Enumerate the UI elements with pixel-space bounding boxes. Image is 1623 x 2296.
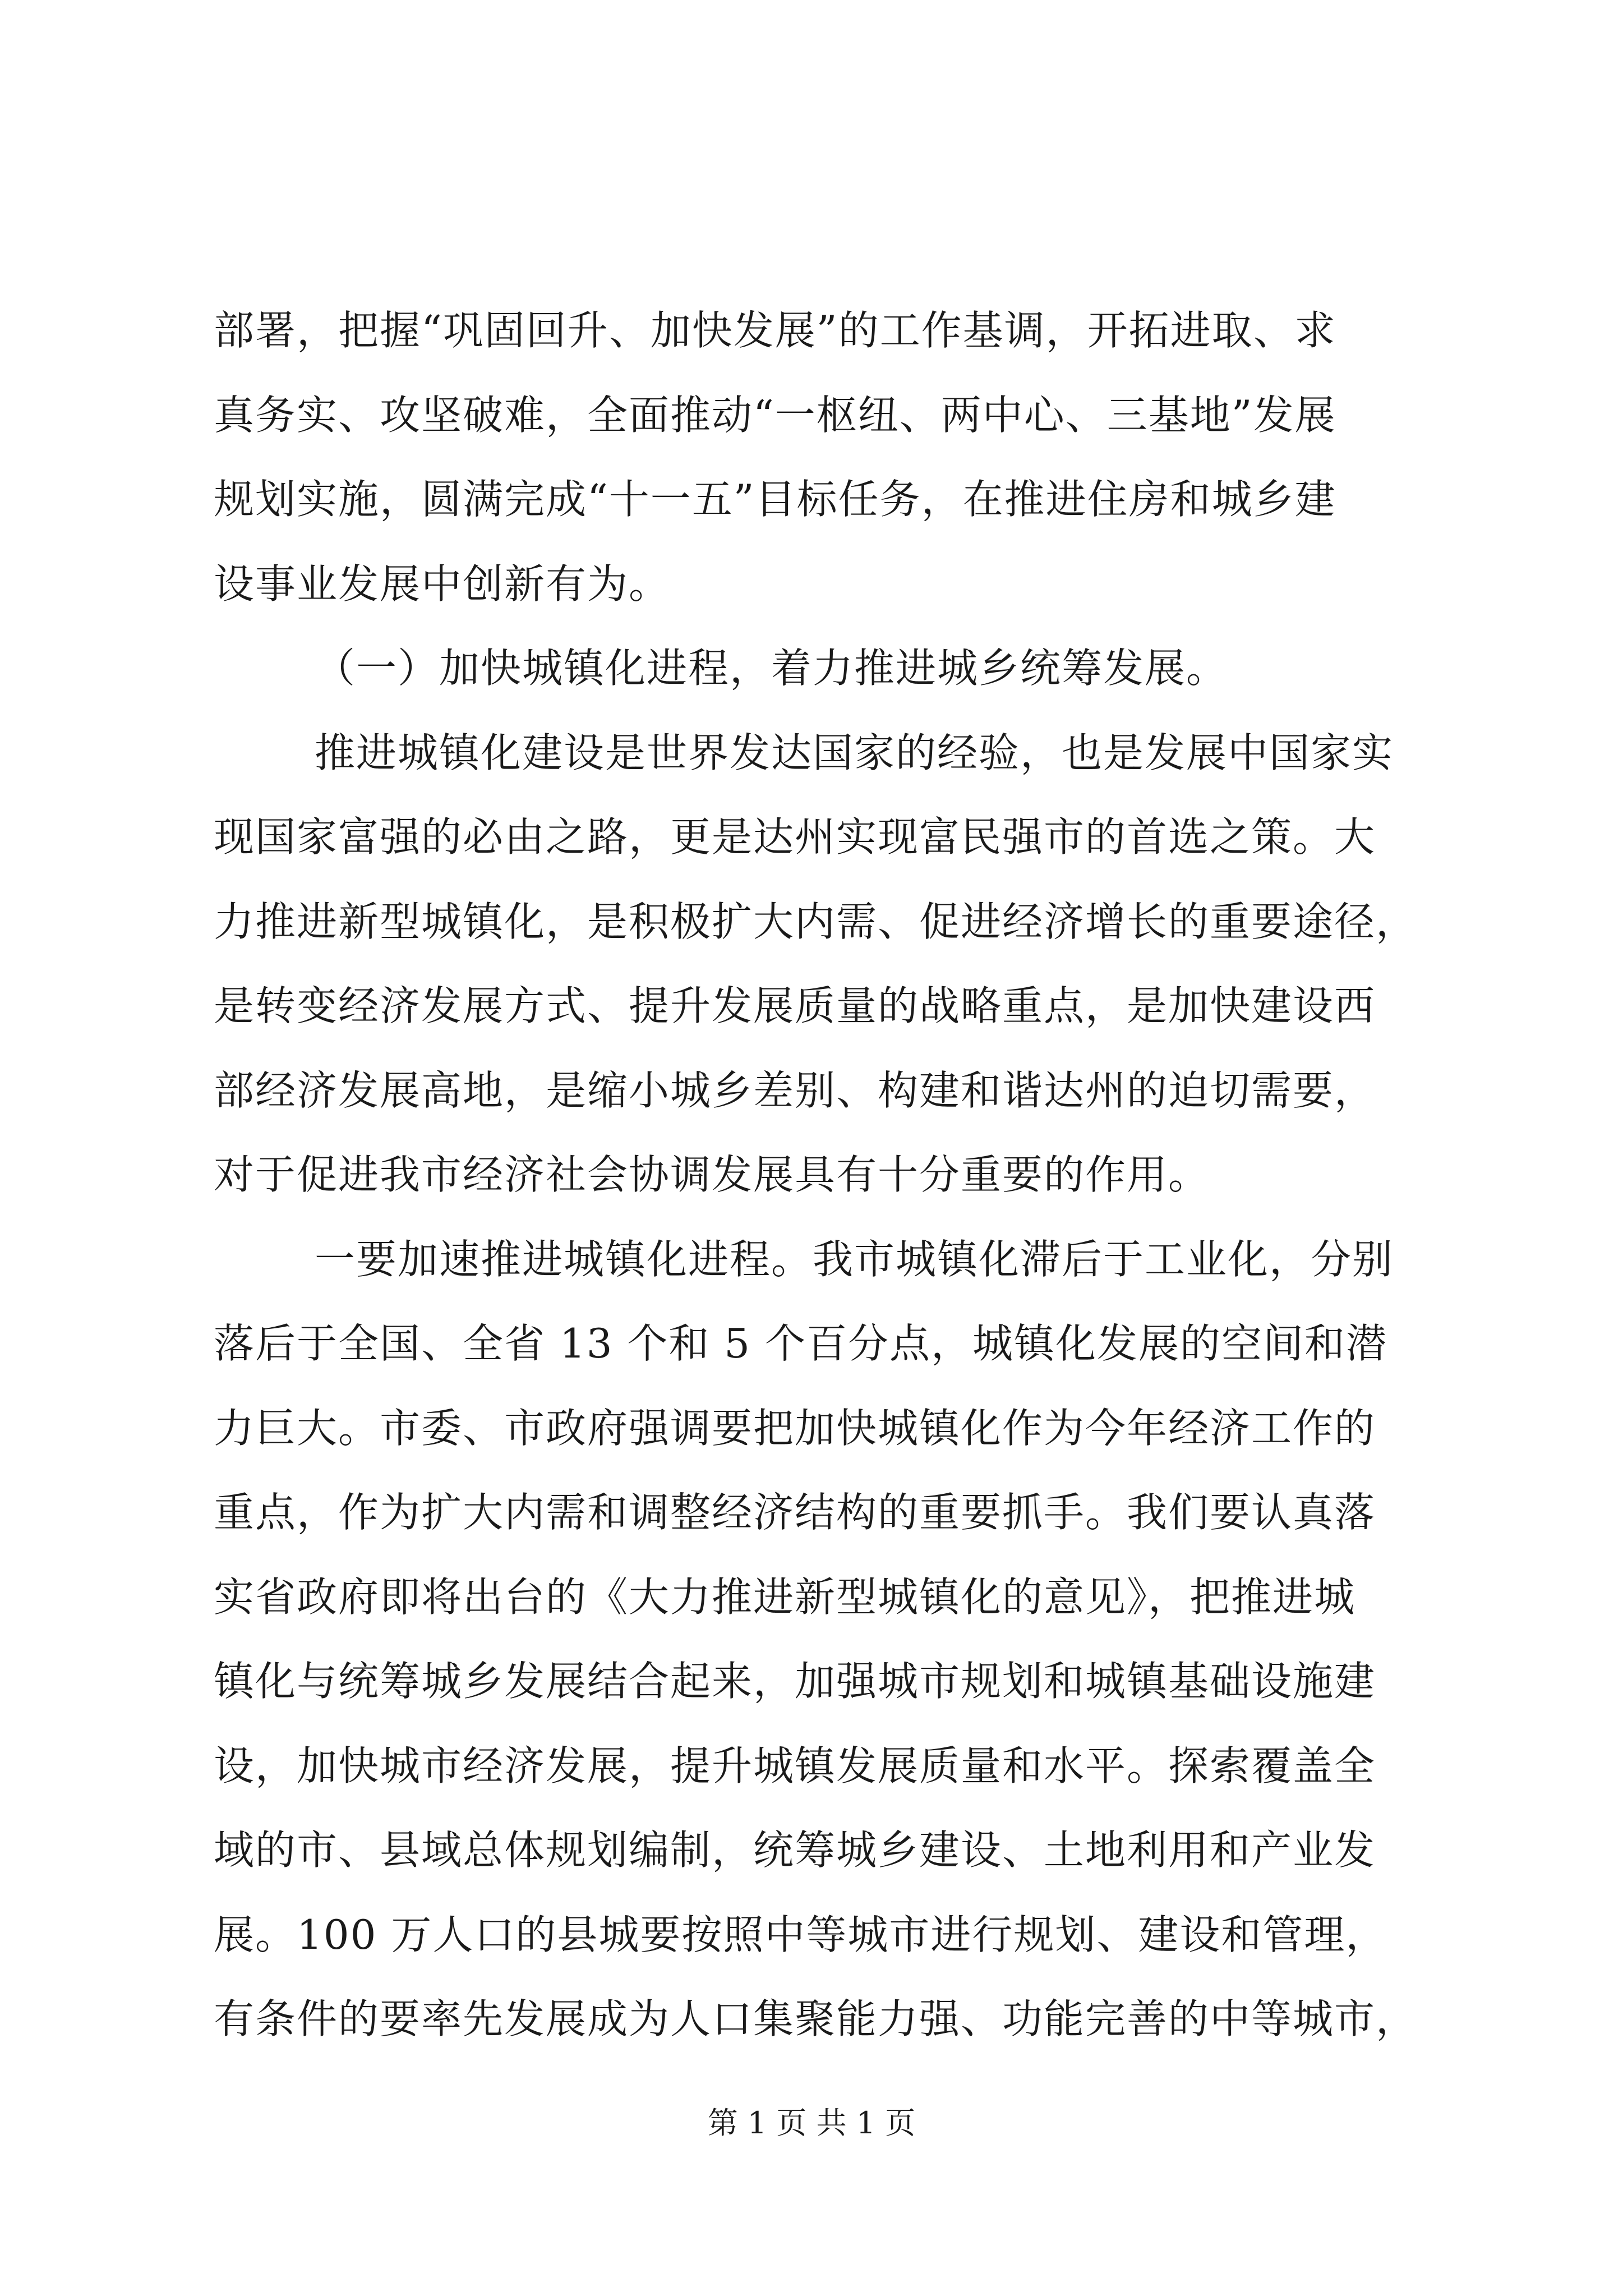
text-line: 域的市、县域总体规划编制，统筹城乡建设、土地利用和产业发 bbox=[214, 1826, 1376, 1874]
text-line: 对于促进我市经济社会协调发展具有十分重要的作用。 bbox=[214, 1151, 1210, 1198]
text-line: 实省政府即将出台的《大力推进新型城镇化的意见》，把推进城 bbox=[214, 1573, 1356, 1621]
text-line: 设，加快城市经济发展，提升城镇发展质量和水平。探索覆盖全 bbox=[214, 1742, 1376, 1789]
text-line: 力推进新型城镇化，是积极扩大内需、促进经济增长的重要途径， bbox=[214, 898, 1418, 945]
text-line: 部经济发展高地，是缩小城乡差别、构建和谐达州的迫切需要， bbox=[214, 1067, 1376, 1114]
text-line: 展。100 万人口的县城要按照中等城市进行规划、建设和管理， bbox=[214, 1911, 1387, 1958]
text-line: 是转变经济发展方式、提升发展质量的战略重点，是加快建设西 bbox=[214, 982, 1376, 1029]
page-footer: 第 1 页 共 1 页 bbox=[707, 2105, 916, 2141]
text-line: 真务实、攻坚破难，全面推动“一枢纽、两中心、三基地”发展 bbox=[214, 392, 1336, 439]
section-heading: （一）加快城镇化进程，着力推进城乡统筹发展。 bbox=[315, 645, 1228, 692]
text-line: 落后于全国、全省 13 个和 5 个百分点，城镇化发展的空间和潜 bbox=[214, 1320, 1387, 1367]
text-line: 部署，把握“巩固回升、加快发展”的工作基调，开拓进取、求 bbox=[214, 307, 1336, 354]
text-line: 规划实施，圆满完成“十一五”目标任务，在推进住房和城乡建 bbox=[214, 476, 1336, 523]
text-line: 现国家富强的必由之路，更是达州实现富民强市的首选之策。大 bbox=[214, 813, 1376, 861]
text-line: 推进城镇化建设是世界发达国家的经验，也是发展中国家实 bbox=[315, 729, 1394, 776]
text-line: 力巨大。市委、市政府强调要把加快城镇化作为今年经济工作的 bbox=[214, 1405, 1376, 1452]
text-line: 镇化与统筹城乡发展结合起来，加强城市规划和城镇基础设施建 bbox=[214, 1658, 1376, 1705]
text-line: 一要加速推进城镇化进程。我市城镇化滞后于工业化，分别 bbox=[315, 1236, 1394, 1283]
text-line: 重点，作为扩大内需和调整经济结构的重要抓手。我们要认真落 bbox=[214, 1489, 1376, 1536]
text-line: 设事业发展中创新有为。 bbox=[214, 560, 671, 608]
text-line: 有条件的要率先发展成为人口集聚能力强、功能完善的中等城市， bbox=[214, 1995, 1418, 2042]
